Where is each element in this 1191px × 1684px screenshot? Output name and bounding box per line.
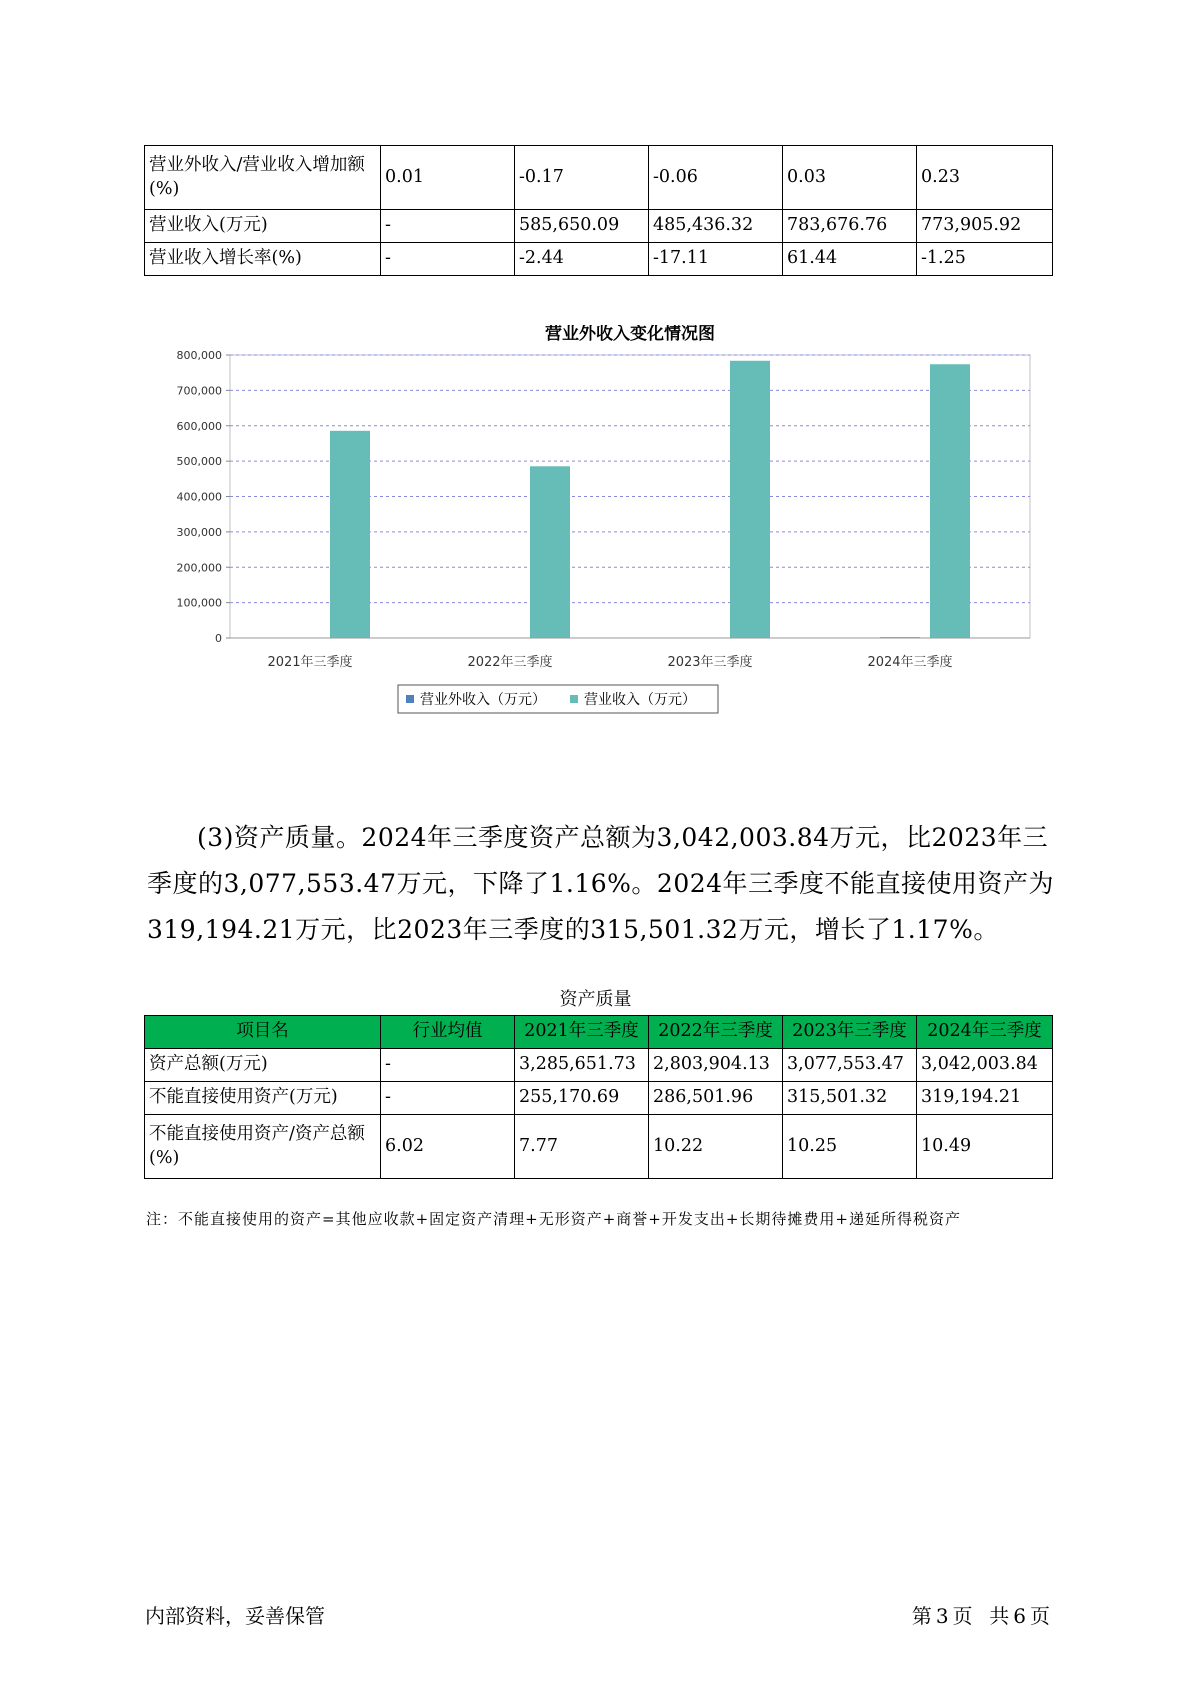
cell: -0.06 — [649, 146, 783, 210]
table-row — [145, 1115, 1053, 1179]
cell: 3,077,553.47 — [783, 1049, 917, 1082]
y-tick-label: 100,000 — [176, 596, 222, 610]
row-label: 营业收入(万元) — [145, 210, 381, 243]
cell: 61.44 — [783, 243, 917, 276]
column-header: 行业均值 — [381, 1016, 515, 1049]
y-tick-label: 400,000 — [176, 490, 222, 504]
revenue-chart — [140, 325, 1052, 775]
cell: 3,285,651.73 — [515, 1049, 649, 1082]
cell: 0.01 — [381, 146, 515, 210]
page-unit: 页 — [952, 1604, 973, 1628]
asset-quality-paragraph: (3)资产质量。2024年三季度资产总额为3,042,003.84万元，比2023年三季度的3,077,553.47万元，下降了1.16%。2024年三季度不能直接使用资产为319,194.21万元，比2023年三季度的315,501.32万元，增长了1.17%。 — [147, 823, 1055, 944]
cell: 783,676.76 — [783, 210, 917, 243]
cell: - — [381, 1049, 515, 1082]
y-tick-label: 700,000 — [176, 384, 222, 398]
cell: 7.77 — [515, 1115, 649, 1179]
legend-swatch — [406, 695, 414, 703]
chart-svg — [140, 325, 1052, 775]
column-header: 2024年三季度 — [917, 1016, 1053, 1049]
footnote: 注：不能直接使用的资产=其他应收款+固定资产清理+无形资产+商誉+开发支出+长期待摊费用+递延所得税资产 — [146, 1210, 961, 1228]
cell: 10.25 — [783, 1115, 917, 1179]
cell: -17.11 — [649, 243, 783, 276]
legend-swatch — [570, 695, 578, 703]
cell: 773,905.92 — [917, 210, 1053, 243]
y-tick-label: 800,000 — [176, 349, 222, 362]
y-tick-label: 0 — [215, 632, 222, 645]
x-tick-label: 2023年三季度 — [667, 655, 753, 670]
cell: 10.22 — [649, 1115, 783, 1179]
x-tick-label: 2022年三季度 — [467, 655, 553, 670]
cell: - — [381, 1082, 515, 1115]
cell: 485,436.32 — [649, 210, 783, 243]
table-header-row — [145, 1016, 1053, 1049]
asset-quality-table — [144, 1015, 1053, 1179]
cell: 3,042,003.84 — [917, 1049, 1053, 1082]
cell: 319,194.21 — [917, 1082, 1053, 1115]
column-header: 2021年三季度 — [515, 1016, 649, 1049]
bar-operating-revenue — [730, 361, 770, 638]
cell: 255,170.69 — [515, 1082, 649, 1115]
total-unit: 页 — [1030, 1604, 1050, 1628]
cell: 6.02 — [381, 1115, 515, 1179]
cell: - — [381, 210, 515, 243]
row-label: 资产总额(万元) — [145, 1049, 381, 1082]
page-current: 3 — [935, 1604, 949, 1628]
bar-operating-revenue — [330, 431, 370, 638]
chart-title: 营业外收入变化情况图 — [545, 325, 715, 344]
row-label: 不能直接使用资产/资产总额(%) — [145, 1115, 381, 1179]
bar-operating-revenue — [930, 364, 970, 638]
cell: - — [381, 243, 515, 276]
cell: -1.25 — [917, 243, 1053, 276]
table-row — [145, 146, 1053, 210]
table-row — [145, 1082, 1053, 1115]
x-tick-label: 2021年三季度 — [267, 655, 353, 670]
column-header: 项目名 — [145, 1016, 381, 1049]
table-row — [145, 243, 1053, 276]
cell: 0.23 — [917, 146, 1053, 210]
revenue-table — [144, 145, 1053, 276]
column-header: 2023年三季度 — [783, 1016, 917, 1049]
cell: 585,650.09 — [515, 210, 649, 243]
table-row — [145, 1049, 1053, 1082]
bar-operating-revenue — [530, 466, 570, 638]
legend-label: 营业外收入（万元） — [420, 692, 546, 708]
cell: 315,501.32 — [783, 1082, 917, 1115]
table-row — [145, 210, 1053, 243]
y-tick-label: 300,000 — [176, 525, 222, 539]
cell: -0.17 — [515, 146, 649, 210]
column-header: 2022年三季度 — [649, 1016, 783, 1049]
y-tick-label: 600,000 — [176, 419, 222, 433]
y-tick-label: 500,000 — [176, 455, 222, 469]
row-label: 营业收入增长率(%) — [145, 243, 381, 276]
asset-table-caption: 资产质量 — [559, 989, 632, 1010]
cell: 0.03 — [783, 146, 917, 210]
y-tick-label: 200,000 — [176, 561, 222, 575]
page-number — [910, 1600, 1052, 1629]
cell: -2.44 — [515, 243, 649, 276]
row-label: 营业外收入/营业收入增加额(%) — [145, 146, 381, 210]
legend-label: 营业收入（万元） — [584, 692, 696, 708]
page-prefix: 第 — [911, 1604, 932, 1628]
cell: 10.49 — [917, 1115, 1053, 1179]
x-tick-label: 2024年三季度 — [867, 655, 953, 670]
cell: 2,803,904.13 — [649, 1049, 783, 1082]
total-prefix: 共 — [989, 1604, 1010, 1628]
footer-confidential: 内部资料，妥善保管 — [145, 1604, 325, 1628]
page-total: 6 — [1013, 1604, 1026, 1628]
row-label: 不能直接使用资产(万元) — [145, 1082, 381, 1115]
cell: 286,501.96 — [649, 1082, 783, 1115]
